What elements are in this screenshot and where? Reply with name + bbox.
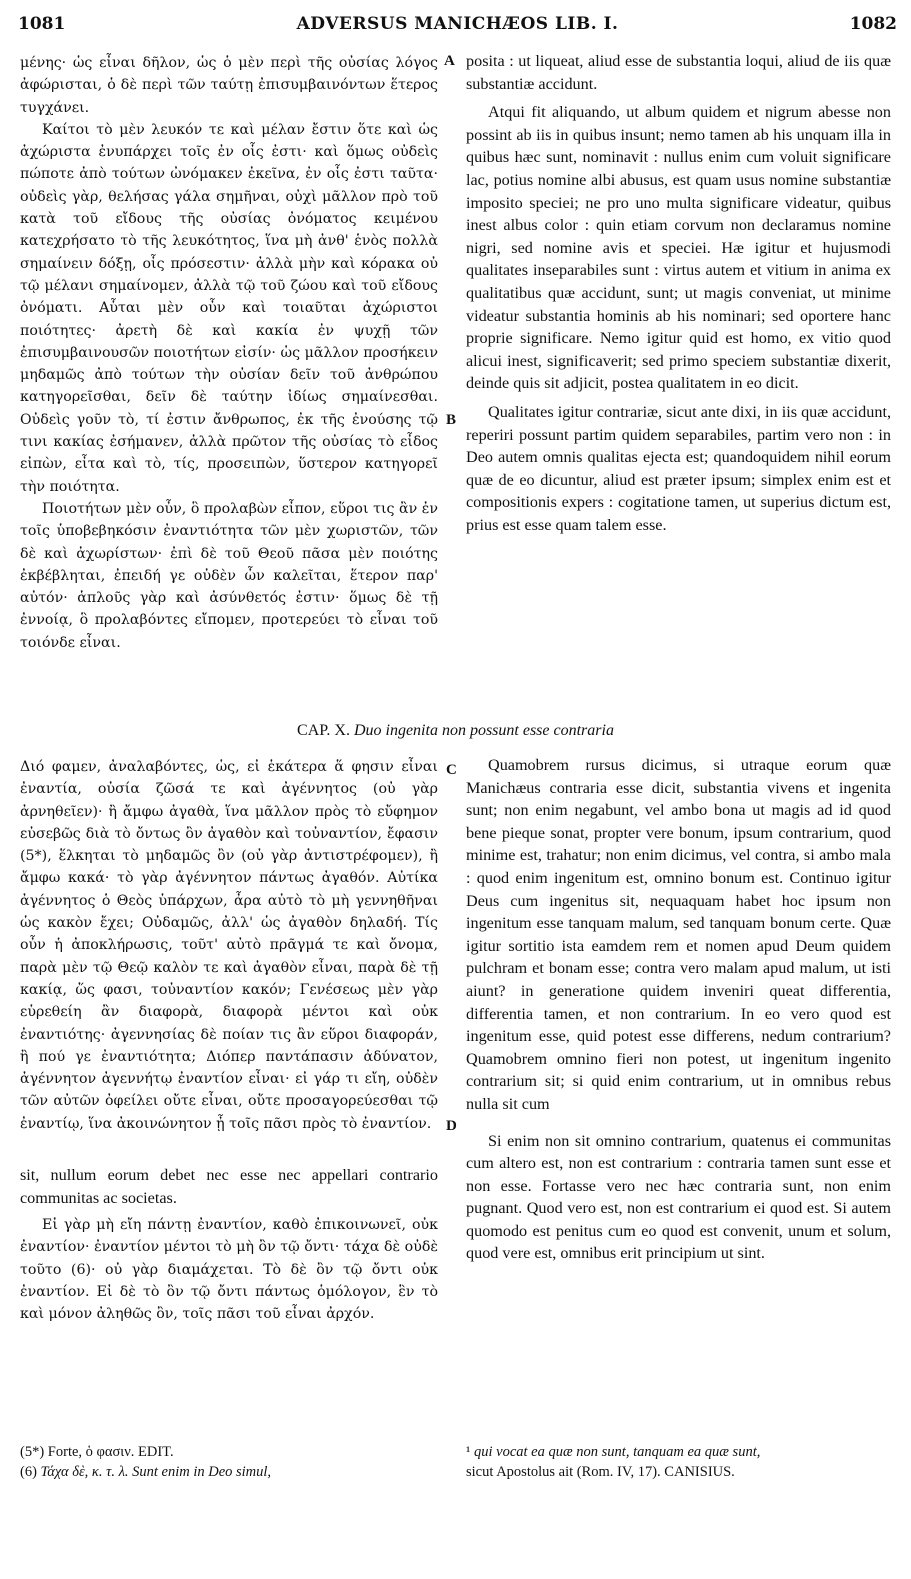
- footnote-text: sicut Apostolus ait (Rom. IV, 17). CANISIUS.: [466, 1464, 735, 1480]
- latin-paragraph: Qualitates igitur contrariæ, sicut ante dixi, in iis quæ accidunt, reperiri possunt partim quidem separabiles, partim vero non : in Deo autem omnis qualitas ejecta est; quandoquidem nihil eorum quæ de eo dicuntur, aliud est præter ipsum; simplex enim est et compositionis expers : cogitatione tamen, ut superius dictum est, prius est esse quam talem esse.: [466, 402, 891, 534]
- footnote-italic: qui vocat ea quæ non sunt, tanquam ea quæ sunt,: [473, 1444, 761, 1460]
- page-number-right: 1082: [849, 14, 897, 34]
- greek-column-top: [20, 52, 438, 654]
- greek-paragraph: Καίτοι τὸ μὲν λευκόν τε καὶ μέλαν ἔστιν ὅτε καὶ ὡς ἀχώριστα ἐνυπάρχει τοῖς ἐν οἷς ἐστι· καὶ ὅμως οὐδεὶς πώποτε ἀπὸ τούτων ὠνόμακεν ἐκεῖνα, ἐν οἷς ἐστι ταῦτα· οὐδεὶς γὰρ, θελήσας γάλα σημῆναι, οὐχὶ μᾶλλον πρὸ τοῦ κατὰ τοῦ εἴδους τῆς οὐσίας ὀνόματος κειμένου κατεχρήσατο τὸ τῆς λευκότητος, ἵνα μὴ ἀνθ' ἑνὸς πολλὰ σημαίνειν δόξῃ, οἷς πρόσεστιν· ἀλλὰ μὴν καὶ κόρακα οὐ τῷ μέλανι σημαίνομεν, ἀλλὰ τῷ τοῦ ζώου καὶ τοῦ εἴδους ὀνόματι. Αὗται μὲν οὖν καὶ τοιαῦται ἀχώριστοι ποιότητες· ἀρετὴ δὲ καὶ κακία ἐν ψυχῇ τῶν ἐπισυμβαινουσῶν ποιοτήτων εἰσίν· ὡς μᾶλλον προσήκειν μηδαμῶς ἀπὸ τούτων τὴν οὐσίαν δεῖν τοῦ ἀνθρώπου κατηγορεῖσθαι, δεῖν δὲ ταύτην ἰδίως σημαίνεσθαι. Οὐδεὶς γοῦν τὸ, τί ἐστιν ἄνθρωπος, ἐκ τῆς ἐνούσης τῷ τινι κακίας ἐσήμανεν, ἀλλὰ πρῶτον τῆς οὐσίας τὸ εἶδος εἰπὼν, εἶτα καὶ τὸ, τίς, προσειπὼν, ὕστερον κατηγορεῖ τὴν ποιότητα.: [20, 121, 438, 495]
- page-number-left: 1081: [18, 14, 66, 34]
- latin-column-top: [466, 50, 891, 536]
- greek-paragraph: Διό φαμεν, ἀναλαβόντες, ὡς, εἰ ἑκάτερα ἅ φησιν εἶναι ἐναντία, οὐσία ζῶσά τε καὶ ἀγέννητος (οὐ γὰρ ἀρνηθεῖεν)· ἢ ἄμφω ἀγαθὰ, ἵνα μᾶλλον πρὸς τὸ εὔφημον εὐσεβῶς διὰ τὸ ὄντως ὂν ἀγαθὸν καὶ τοὐναντίον, ἔφασιν (5*), ἕλκηται τὸ μηδαμῶς ὂν (οὐ γὰρ ἀντιστρέφομεν), ἢ ἄμφω κακά· τὸ γὰρ ἀγέννητον πάντως ἀγαθόν. Αὐτίκα ἀγέννητος ὁ Θεὸς ὑπάρχων, ἆρα αὐτὸ τὸ μὴ γεννηθῆναι ὡς κακὸν ἔχει; Οὐδαμῶς, ἀλλ' ὡς ἀγαθὸν δηλαδή. Τίς οὖν ἡ ἀποκλήρωσις, τοῦτ' αὐτὸ πρᾶγμά τε καὶ ὄνομα, παρὰ μὲν τῷ Θεῷ καλὸν τε καὶ ἀγαθὸν εἶναι, παρὰ δὲ τῇ κακίᾳ, ὥς φασι, τοὐναντίον κακόν; Γενέσεως μὲν γὰρ εὑρεθείη ἂν διαφορὰ, διαφορὰ μέντοι καὶ οὐκ ἐναντιότης· ἀγεννησίας δὲ ποίαν τις ἂν εὕροι διαφοράν, ἢ πού γε ἐναντιότητα; Διόπερ παντάπασιν ἀδύνατον, ἀγέννητον ἀγεννήτῳ ἐναντίον εἶναι· εἰ γάρ τι εἴη, οὐδὲν τῶν αὐτῶν ὀφείλει οὔτε εἶναι, οὔτε προσαγορεύεσθαι τῷ ἐναντίῳ, ἵνα ἀκοινώνητον ᾖ τοῖς πᾶσι πρὸς τὸ ἐναντίον.: [20, 759, 438, 1132]
- greek-column-bottom-2: [20, 1214, 438, 1325]
- chapter-caption: [20, 722, 891, 740]
- latin-paragraph: Quamobrem rursus dicimus, si utraque eorum quæ Manichæus contraria esse dicit, substantia vivens et ingenita sunt; non enim negabunt, vel ambo bona ut magis ad id quod bene pieque sonat, propter vere bonum, ipsum contrarium, quod minime est, trahatur; non enim dicimus, vel contra, si ambo mala : quod enim ingenitum est, omnino bonum est. Continuo igitur Deus cum ingenitus sit, nequaquam habet hoc ipsum non ingenitum esse tanquam malum, sed tanquam bonum certe. Quæ igitur sortitio ista eamdem rem et nomen apud Deum quidem pulchram et bonam esse; contra vero malam apud malum, ut isti aiunt? in generatione quidem inveniri queat differentia, differentia tamen, et non contrarium. In eo vero quod est ingenitum esse, quid potest esse differens, nedum contrarium? Quamobrem omnino fieri non potest, ut ingenitum ingenito contrarium sit; si quid enim contrarium, ut in omnibus rebus nulla sit cum: [466, 756, 891, 1113]
- margin-letter-d: D: [446, 1118, 457, 1134]
- footnote-mark: (5*): [20, 1444, 45, 1460]
- chapter-number: CAP. X.: [297, 722, 350, 739]
- running-header: [18, 8, 897, 48]
- footnote-mark: (6): [20, 1464, 37, 1480]
- latin-run-in-text: sit, nullum eorum debet nec esse nec appellari contrario communitas ac societas.: [20, 1166, 438, 1207]
- footnote: [20, 1462, 440, 1482]
- latin-column-bottom: [466, 754, 891, 1265]
- footnote-text: Forte, ὁ φασιν. EDIT.: [47, 1444, 174, 1460]
- greek-paragraph: μένης· ὡς εἶναι δῆλον, ὡς ὁ μὲν περὶ τῆς οὐσίας λόγος ἀφώρισται, ὁ δὲ περὶ τῶν ταύτῃ ἐπισυμβαινόντων ἕτερος τυγχάνει.: [20, 55, 438, 116]
- latin-paragraph: posita : ut liqueat, aliud esse de substantia loqui, aliud de iis quæ substantiæ accidunt.: [466, 52, 891, 93]
- footnotes-right: [466, 1442, 891, 1482]
- footnote: [466, 1442, 891, 1462]
- margin-letter-c: C: [446, 762, 457, 778]
- latin-paragraph: Si enim non sit omnino contrarium, quatenus ei communitas cum altero est, non est contrarium : contraria tamen sunt esse et non esse. Fortasse vero nec hæc contraria sunt, non enim pugnant. Quod vero est, non est contrarium ei quod est. Si autem quomodo est penitus cum eo quod est convenit, unum et solum, quod vere est, omnibus erit principium ut sint.: [466, 1131, 891, 1263]
- greek-column-bottom: [20, 756, 438, 1135]
- margin-letter-a: A: [444, 53, 455, 69]
- greek-paragraph: Ποιοτήτων μὲν οὖν, ὃ προλαβὼν εἶπον, εὕροι τις ἂν ἐν τοῖς ὑποβεβηκόσιν ἐναντιότητα τῶν μὲν χωριστῶν, τῶν δὲ καὶ ἀχωρίστων· ἐπὶ δὲ τοῦ Θεοῦ πᾶσα μὲν ποιότης ἐκβέβληται, ἐπειδή γε οὐδὲν ὧν καλεῖται, ἕτερον παρ' αὐτόν· ἁπλοῦς γὰρ καὶ ἀσύνθετός ἐστιν· ὅμως δὲ τῇ ἐννοίᾳ, ὃ προλαβόντες εἴπομεν, προτερεύει τὸ εἶναι τοῦ τοιόνδε εἶναι.: [20, 500, 438, 651]
- footnote-text: Sunt enim in Deo simul,: [132, 1464, 272, 1480]
- running-title: ADVERSUS MANICHÆOS LIB. I.: [296, 14, 619, 34]
- latin-run-in: [20, 1164, 438, 1209]
- margin-letter-b: B: [446, 412, 457, 428]
- footnotes-left: [20, 1442, 440, 1482]
- latin-paragraph: Atqui fit aliquando, ut album quidem et nigrum abesse non possint ab iis in quibus insunt; nemo tamen ab his unquam illa in quibus hæc sunt, nominavit : nullus enim cum voluit significare lac, potius nomine albi abusus, est quam usus nomine substantiæ imposito speciei; ne pro uno multa significare videatur, quibus inest albus color : quin etiam corvum non declaramus nomine nigri, sed nomine avis et speciei. Hæ igitur et hujusmodi qualitates inseparabiles sunt : virtus autem et vitium in anima ex qualitatibus quæ accidunt, sunt; ut magis conveniat, ut minime videatur substantia hominis ab his nominari; sed oportere hanc proprie significare. Nemo igitur quid est homo, ex vitio quod alicui inest, significaverit; sed primo speciem substantiæ dixerit, deinde quis sit adjicit, postea qualitatem in eo dicit.: [466, 103, 891, 393]
- greek-paragraph: Εἰ γὰρ μὴ εἴη πάντῃ ἐναντίον, καθὸ ἐπικοινωνεῖ, οὐκ ἐναντίον· ἐναντίον μέντοι τὸ μὴ ὂν τῷ ὄντι· τάχα δὲ οὐδὲ τοῦτο (6)· οὐ γὰρ διαμάχεται. Τὸ δὲ ὂν τῷ ὄντι οὐκ ἐναντίον. Εἰ δὲ τὸ ὂν τῷ ὄντι πάντως ὁμόλογον, ἓν τὸ καὶ μόνον ἀληθῶς ὂν, τοῖς πᾶσι τοῦ εἶναι ἀρχόν.: [20, 1217, 438, 1323]
- footnote: [20, 1442, 440, 1462]
- chapter-title: Duo ingenita non possunt esse contraria: [353, 722, 614, 739]
- footnote-mark: ¹: [466, 1444, 471, 1460]
- footnote-greek: Τάχα δὲ, κ. τ. λ.: [40, 1464, 129, 1480]
